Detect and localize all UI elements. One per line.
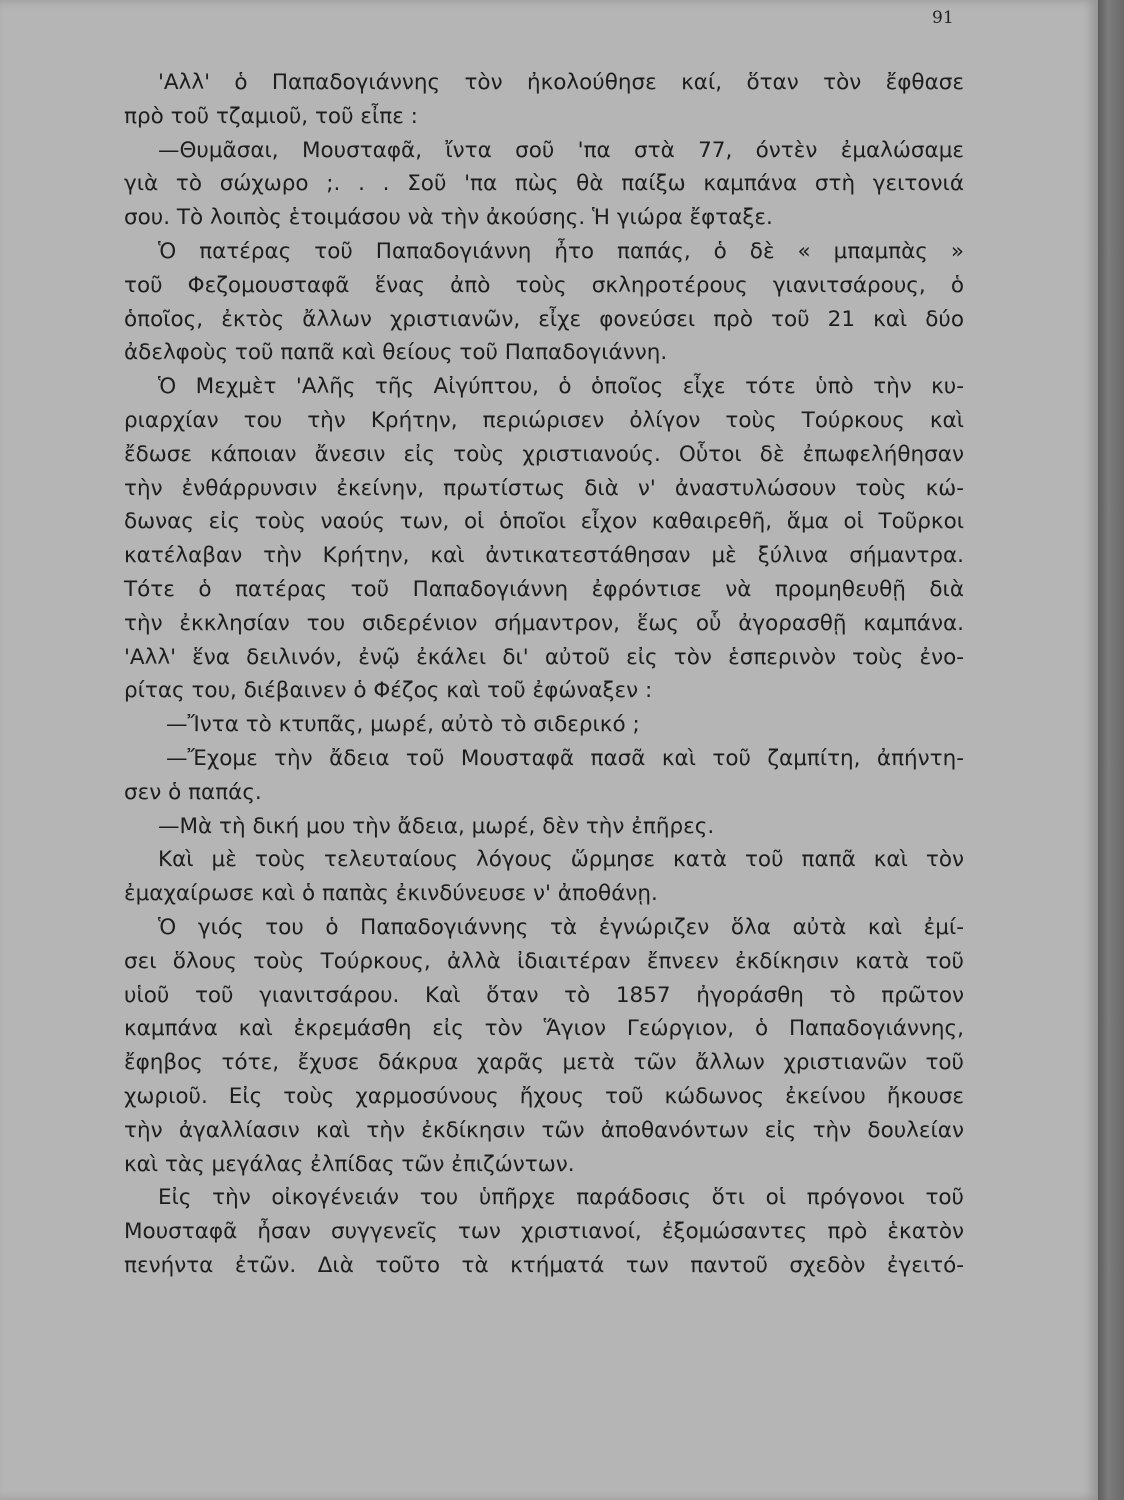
text-line: ἐμαχαίρωσε καὶ ὁ παπὰς ἐκινδύνευσε ν' ἀποθάνῃ. <box>124 881 658 907</box>
text-line: κατέλαβαν τὴν Κρήτην, καὶ ἀντικατεστάθησαν μὲ ξύλινα σήμαντρα. <box>124 543 964 569</box>
text-line: σεν ὁ παπάς. <box>124 779 262 805</box>
text-line: πρὸ τοῦ τζαμιοῦ, τοῦ εἶπε : <box>124 103 418 129</box>
text-line: πενήντα ἐτῶν. Διὰ τοῦτο τὰ κτήματά των παντοῦ σχεδὸν ἐγειτό- <box>124 1252 964 1278</box>
text-line: ἔδωσε κάποιαν ἄνεσιν εἰς τοὺς χριστιανούς. Οὗτοι δὲ ἐπωφελήθησαν <box>124 441 964 467</box>
text-line: ἔφηβος τότε, ἔχυσε δάκρυα χαρᾶς μετὰ τῶν ἄλλων χριστιανῶν τοῦ <box>124 1050 964 1076</box>
text-line: Ὁ γιός του ὁ Παπαδογιάννης τὰ ἐγνώριζεν ὅλα αὐτὰ καὶ ἐμί- <box>158 914 964 940</box>
text-line: Μουσταφᾶ ἦσαν συγγενεῖς των χριστιανοί, ἐξομώσαντες πρὸ ἑκατὸν <box>124 1219 964 1245</box>
text-line: —Ἔχομε τὴν ἄδεια τοῦ Μουσταφᾶ πασᾶ καὶ τοῦ ζαμπίτη, ἀπήντη- <box>166 745 964 771</box>
text-line: Ὁ Μεχμὲτ 'Αλῆς τῆς Αἰγύπτου, ὁ ὁποῖος εἶχε τότε ὑπὸ τὴν κυ- <box>158 374 964 400</box>
book-page-edge <box>1098 0 1124 1500</box>
text-line: σει ὅλους τοὺς Τούρκους, ἀλλὰ ἰδιαιτέραν ἔπνεεν ἐκδίκησιν κατὰ τοῦ <box>124 948 964 974</box>
text-line: υἱοῦ τοῦ γιανιτσάρου. Καὶ ὅταν τὸ 1857 ἠγοράσθη τὸ πρῶτον <box>124 982 964 1008</box>
text-line: 'Αλλ' ὁ Παπαδογιάννης τὸν ἠκολούθησε καί, ὅταν τὸν ἔφθασε <box>158 70 964 95</box>
text-line: τὴν ἐνθάρρυνσιν ἐκείνην, πρωτίστως διὰ ν' ἀναστυλώσουν τοὺς κώ- <box>124 475 964 501</box>
text-line: σου. Τὸ λοιπὸς ἑτοιμάσου νὰ τὴν ἀκούσης. Ἡ γιώρα ἔφταξε. <box>124 205 773 231</box>
text-line: —Θυμᾶσαι, Μουσταφᾶ, ἴντα σοῦ 'πα στὰ 77, όντὲν ἐμαλώσαμε <box>158 137 964 163</box>
text-line: καμπάνα καὶ ἐκρεμάσθη εἰς τὸν Ἅγιον Γεώργιον, ὁ Παπαδογιάννης, <box>124 1016 964 1042</box>
text-line: ὁποῖος, ἐκτὸς ἄλλων χριστιανῶν, εἶχε φονεύσει πρὸ τοῦ 21 καὶ δύο <box>124 306 964 332</box>
text-line: τοῦ Φεζομουσταφᾶ ἕνας ἀπὸ τοὺς σκληροτέρους γιανιτσάρους, ὁ <box>124 272 964 298</box>
text-line: τὴν ἀγαλλίασιν καὶ τὴν ἐκδίκησιν τῶν ἀποθανόντων εἰς τὴν δουλείαν <box>124 1117 964 1143</box>
text-line: γιὰ τὸ σώχωρο ;. . . Σοῦ 'πα πὼς θὰ παίξω καμπάνα στὴ γειτονιά <box>124 171 964 197</box>
text-line: —Μὰ τὴ δική μου τὴν ἄδεια, μωρέ, δὲν τὴν ἐπῆρες. <box>158 813 715 839</box>
text-line: Τότε ὁ πατέρας τοῦ Παπαδογιάννη ἐφρόντισε νὰ προμηθευθῇ διὰ <box>124 576 964 602</box>
text-line: —Ἴντα τὸ κτυπᾶς, μωρέ, αὐτὸ τὸ σιδερικό ; <box>166 712 640 738</box>
text-line: χωριοῦ. Εἰς τοὺς χαρμοσύνους ἤχους τοῦ κώδωνος ἐκείνου ἤκουσε <box>124 1083 964 1109</box>
body-text <box>124 66 964 1283</box>
text-line: Ὁ πατέρας τοῦ Παπαδογιάννη ἦτο παπάς, ὁ δὲ « μπαμπὰς » <box>158 238 964 264</box>
page-number: 91 <box>932 8 954 28</box>
text-line: ρίτας του, διέβαινεν ὁ Φέζος καὶ τοῦ ἐφώναξεν : <box>124 678 653 704</box>
text-line: καὶ τὰς μεγάλας ἐλπίδας τῶν ἐπιζώντων. <box>124 1151 575 1177</box>
text-line: Εἰς τὴν οἰκογένειάν του ὑπῆρχε παράδοσις ὅτι οἱ πρόγονοι τοῦ <box>158 1185 964 1211</box>
text-line: τὴν ἐκκλησίαν του σιδερένιον σήμαντρον, ἕως οὗ ἀγορασθῇ καμπάνα. <box>124 610 964 636</box>
text-line: 'Αλλ' ἕνα δειλινόν, ἐνῷ ἐκάλει δι' αὐτοῦ εἰς τὸν ἑσπερινὸν τοὺς ἐνο- <box>124 644 964 670</box>
text-line: ριαρχίαν του τὴν Κρήτην, περιώρισεν ὀλίγον τοὺς Τούρκους καὶ <box>124 407 964 433</box>
text-line: δωνας εἰς τοὺς ναούς των, οἱ ὁποῖοι εἶχον καθαιρεθῆ, ἅμα οἱ Τοῦρκοι <box>124 509 964 535</box>
text-line: Καὶ μὲ τοὺς τελευταίους λόγους ὥρμησε κατὰ τοῦ παπᾶ καὶ τὸν <box>158 847 964 873</box>
text-line: ἀδελφοὺς τοῦ παπᾶ καὶ θείους τοῦ Παπαδογιάννη. <box>124 340 668 366</box>
